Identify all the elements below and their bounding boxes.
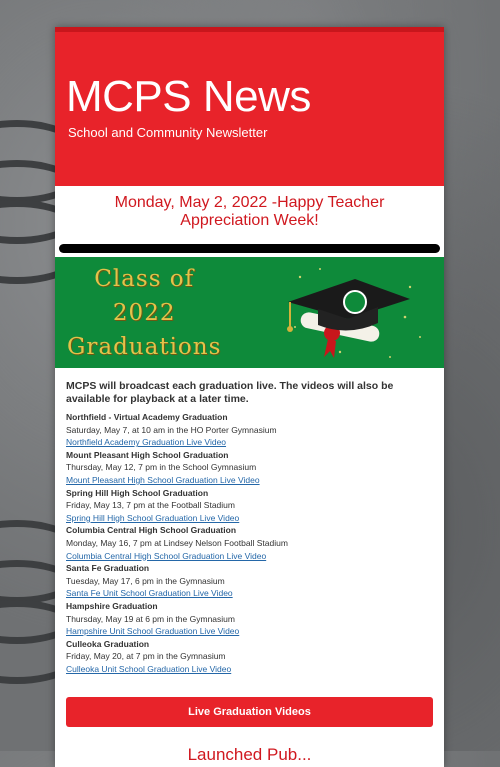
event-video-link[interactable]: Mount Pleasant High School Graduation Live Video [66, 474, 260, 485]
graduation-banner [55, 257, 444, 368]
event-item [66, 562, 433, 600]
event-title: Spring Hill High School Graduation [66, 487, 209, 498]
event-item [66, 524, 433, 562]
event-video-link[interactable]: Santa Fe Unit School Graduation Live Video [66, 588, 233, 599]
event-video-link[interactable]: Hampshire Unit School Graduation Live Video [66, 626, 240, 637]
event-video-link[interactable]: Spring Hill High School Graduation Live Video [66, 512, 240, 523]
event-detail: Tuesday, May 17, 6 pm in the Gymnasium [66, 575, 225, 586]
next-section-heading: Launched Pub... [187, 745, 312, 765]
graduation-content [55, 368, 444, 765]
newsletter-subtitle: School and Community Newsletter [68, 125, 268, 140]
event-item [66, 487, 433, 525]
newsletter-card [55, 27, 444, 767]
newsletter-header [55, 27, 444, 186]
newsletter-title: MCPS News [66, 72, 311, 121]
divider-bar [59, 244, 440, 253]
event-detail: Thursday, May 19 at 6 pm in the Gymnasium [66, 613, 235, 624]
banner-line-3: Graduations [67, 334, 222, 360]
event-title: Columbia Central High School Graduation [66, 525, 237, 536]
event-detail: Friday, May 20, at 7 pm in the Gymnasium [66, 651, 226, 662]
event-item [66, 600, 433, 638]
event-video-link[interactable]: Columbia Central High School Graduation Live Video [66, 550, 267, 561]
event-title: Hampshire Graduation [66, 600, 158, 611]
event-title: Santa Fe Graduation [66, 563, 150, 574]
event-title: Culleoka Graduation [66, 638, 150, 649]
event-item [66, 449, 433, 487]
event-video-link[interactable]: Culleoka Unit School Graduation Live Video [66, 663, 232, 674]
event-video-link[interactable]: Northfield Academy Graduation Live Video [66, 437, 227, 448]
intro-text: MCPS will broadcast each graduation live. The videos will also be available for playback at a later time. [66, 380, 394, 405]
live-graduation-videos-button[interactable]: Live Graduation Videos [66, 697, 433, 727]
event-item [66, 638, 433, 676]
event-detail: Friday, May 13, 7 pm at the Football Stadium [66, 500, 235, 511]
banner-line-1: Class of [94, 266, 195, 292]
banner-text [67, 262, 221, 364]
event-item [66, 411, 433, 449]
event-title: Mount Pleasant High School Graduation [66, 449, 229, 460]
event-detail: Thursday, May 12, 7 pm in the School Gymnasium [66, 462, 257, 473]
date-headline: Monday, May 2, 2022 -Happy Teacher Appreciation Week! [114, 194, 385, 229]
graduation-cap-diploma-icon [280, 257, 430, 368]
banner-line-2: 2022 [112, 300, 176, 326]
event-detail: Monday, May 16, 7 pm at Lindsey Nelson Football Stadium [66, 537, 288, 548]
event-detail: Saturday, May 7, at 10 am in the HO Porter Gymnasium [66, 424, 277, 435]
event-title: Northfield - Virtual Academy Graduation [66, 412, 228, 422]
